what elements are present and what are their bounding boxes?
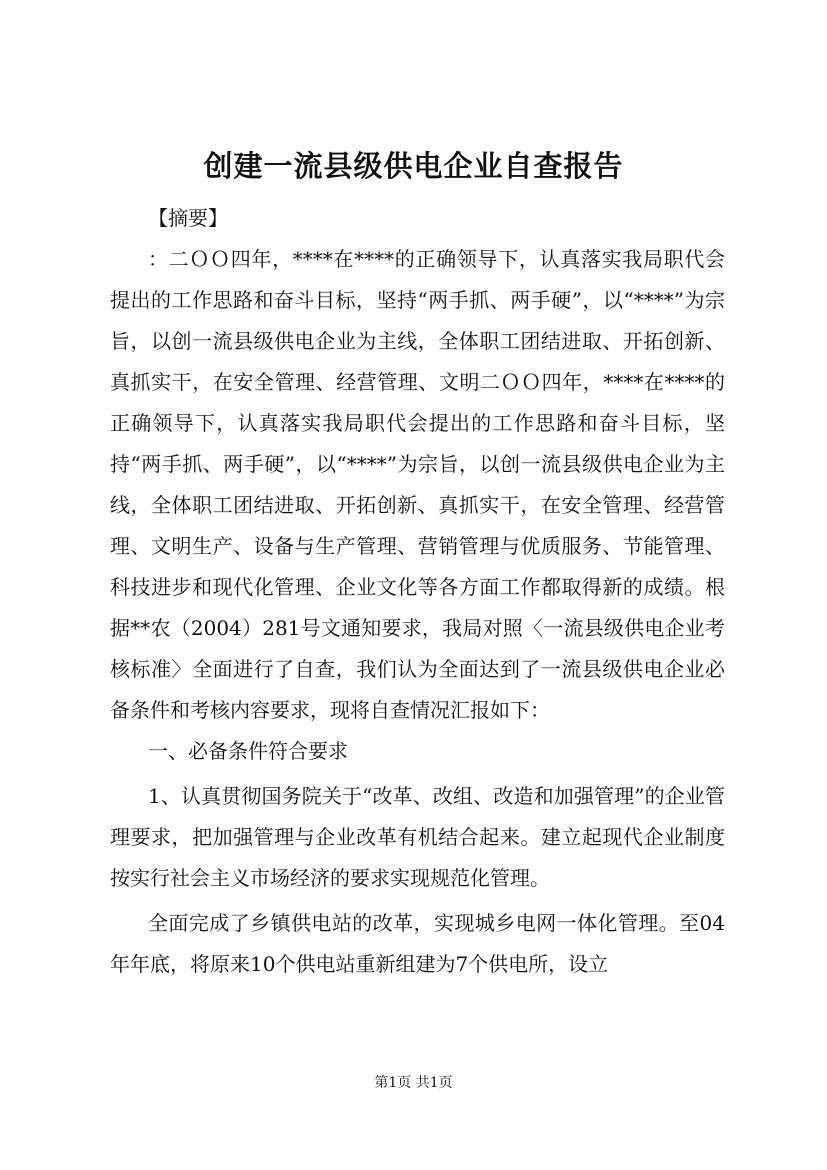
body-paragraph: 全面完成了乡镇供电站的改革，实现城乡电网一体化管理。至04年年底，将原来10个供电站重新组建为7个供电所，设立 [110, 911, 725, 976]
document-body [110, 198, 725, 985]
section-heading: 一、必备条件符合要求 [148, 739, 348, 763]
abstract-label: 【摘要】 [148, 206, 228, 230]
abstract-paragraph: ：二ＯＯ四年，****在****的正确领导下，认真落实我局职代会提出的工作思路和奋斗目标，坚持“两手抓、两手硬”，以“****”为宗旨，以创一流县级供电企业为主线，全体职工团结进取、开拓创新、真抓实干，在安全管理、经营管理、文明二ＯＯ四年，****在****的正确领导下，认真落实我局职代会提出的工作思路和奋斗目标，坚持“两手抓、两手硬”，以“****”为宗旨，以创一流县级供电企业为主线，全体职工团结进取、开拓创新、真抓实干，在安全管理、经营管理、文明生产、设备与生产管理、营销管理与优质服务、节能管理、科技进步和现代化管理、企业文化等各方面工作都取得新的成绩。根据**农（2004）281号文通知要求，我局对照〈一流县级供电企业考核标准〉全面进行了自查，我们认为全面达到了一流县级供电企业必备条件和考核内容要求，现将自查情况汇报如下： [110, 247, 725, 722]
body-paragraph: 1、认真贯彻国务院关于“改革、改组、改造和加强管理”的企业管理要求，把加强管理与企业改革有机结合起来。建立起现代企业制度按实行社会主义市场经济的要求实现规范化管理。 [110, 784, 725, 890]
document-title: 创建一流县级供电企业自查报告 [203, 149, 624, 183]
page-footer: 第1页 共1页 [374, 1075, 453, 1091]
